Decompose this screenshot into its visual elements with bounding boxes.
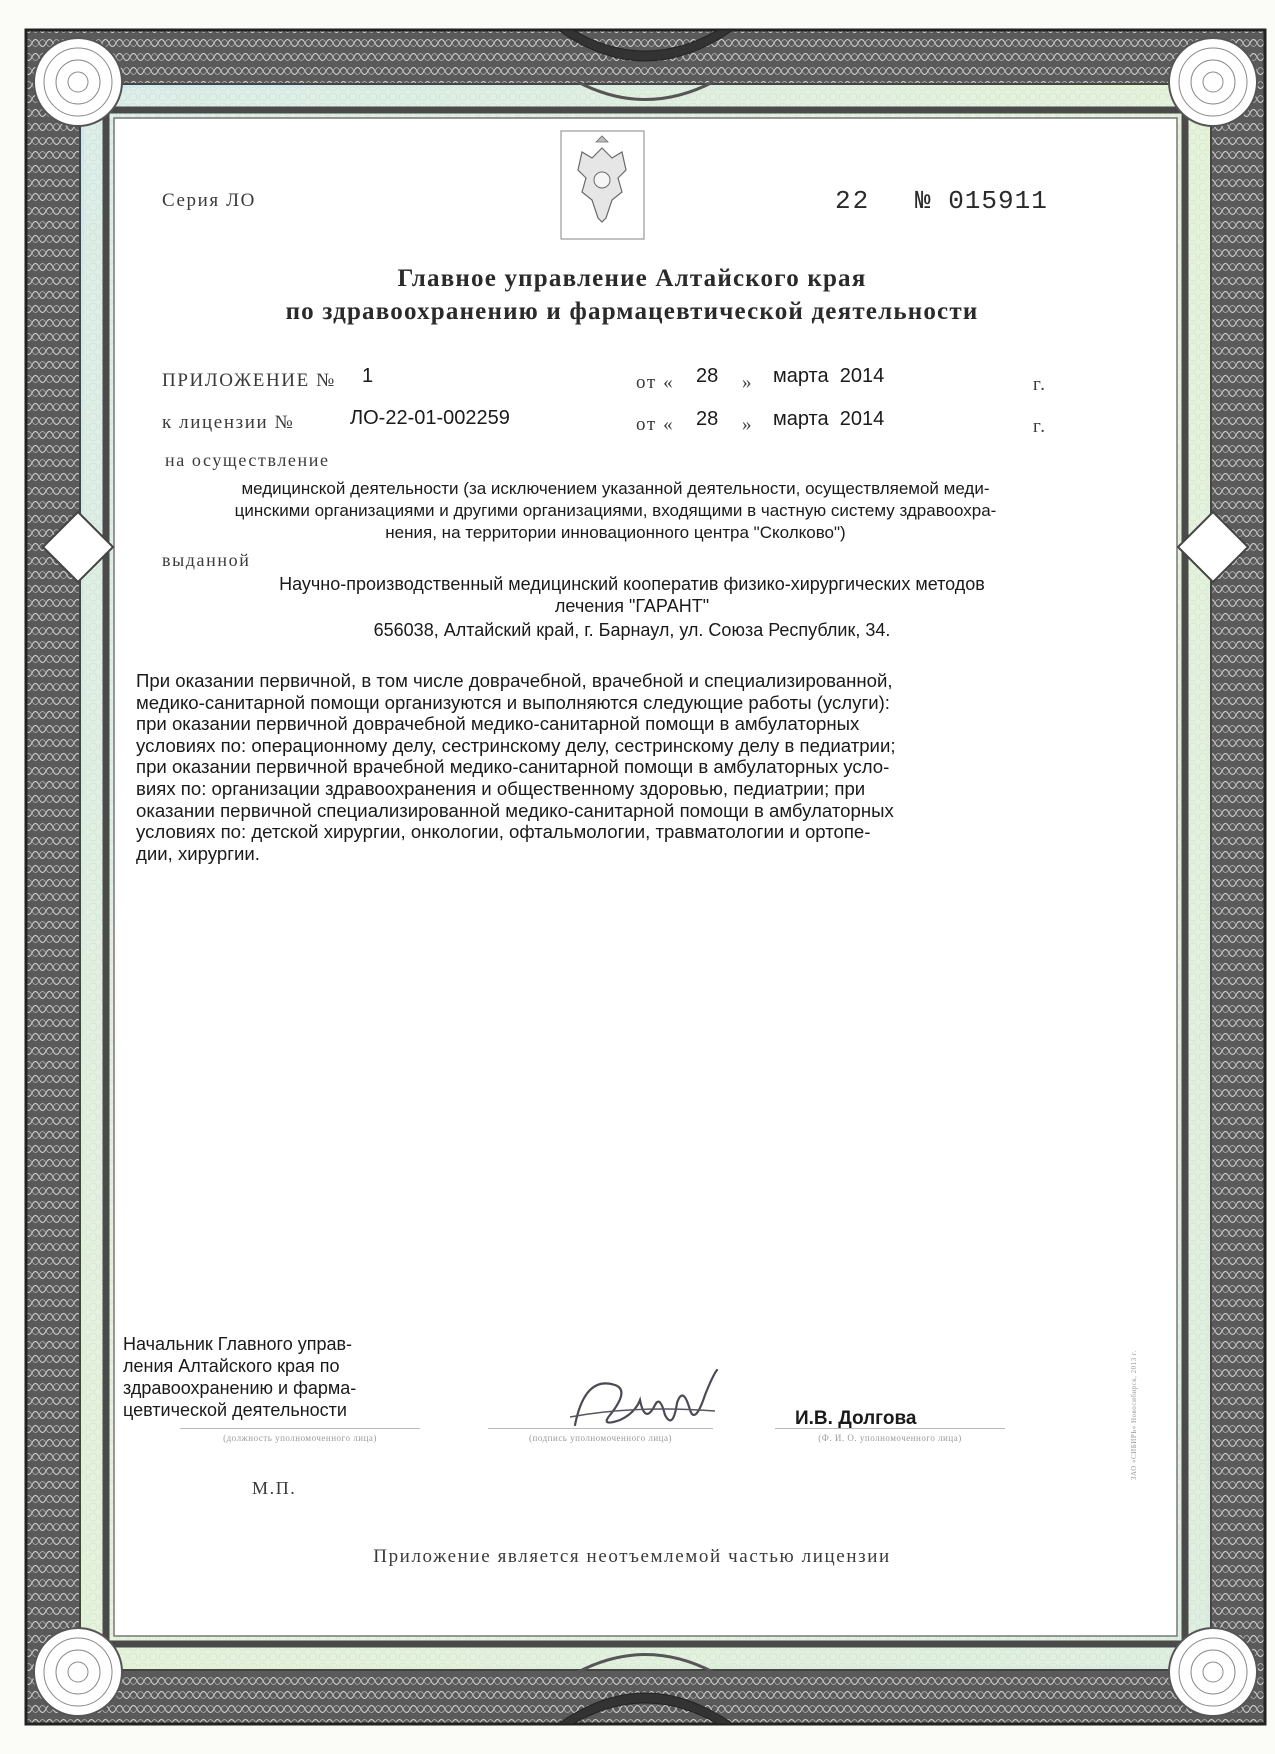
activity-label: на осуществление (165, 450, 330, 470)
appendix-year-suffix: г. (1033, 374, 1047, 395)
license-year-suffix: г. (1033, 416, 1047, 437)
organization-name (150, 573, 1114, 617)
position-line: здравоохранению и фарма- (123, 1378, 357, 1398)
authority-title-line2: по здравоохранению и фармацевтической деятельности (285, 298, 979, 325)
services-line: при оказании первичной врачебной медико-санитарной помощи в амбулаторных усло- (136, 756, 890, 778)
license-close-quote: » (742, 414, 754, 435)
license-day: 28 (696, 408, 719, 430)
organization-line: лечения "ГАРАНТ" (554, 596, 710, 616)
caption-signature: (подпись уполномоченного лица) (529, 1433, 672, 1443)
organization-address: 656038, Алтайский край, г. Барнаул, ул. Союза Республик, 34. (373, 620, 891, 640)
position-line: ления Алтайского края по (123, 1356, 340, 1376)
activity-line: медицинской деятельности (за исключением указанной деятельности, осуществляемой меди- (241, 479, 990, 498)
position-line: Начальник Главного управ- (123, 1334, 353, 1354)
license-number: ЛО-22-01-002259 (350, 407, 510, 429)
signatory-position (123, 1333, 423, 1421)
services-line: оказании первичной специализированной медико-санитарной помощи в амбулаторных (136, 799, 894, 821)
signatory-name: И.В. Долгова (795, 1408, 917, 1429)
stamp-place-label: М.П. (252, 1478, 297, 1498)
series-label: Серия ЛО (162, 190, 256, 211)
activity-text (148, 478, 1083, 544)
appendix-day: 28 (696, 365, 719, 387)
services-line: виях по: организации здравоохранения и общественному здоровью, педиатрии; при (136, 777, 866, 799)
license-label: к лицензии № (162, 412, 295, 433)
appendix-number: 1 (362, 365, 374, 387)
license-month-year: марта 2014 (773, 408, 885, 430)
issued-label: выданной (162, 550, 251, 570)
services-line: условиях по: операционному делу, сестринскому делу, сестринскому делу в педиатрии; (136, 734, 896, 756)
organization-line: Научно-производственный медицинский кооператив физико-хирургических методов (279, 574, 985, 594)
form-number: № 015911 (915, 186, 1048, 216)
printer-mark: ЗАО «СИБИРЬ» Новосибирск, 2013 г. (1130, 1350, 1138, 1480)
position-underline (180, 1428, 420, 1429)
position-line: цевтической деятельности (123, 1400, 347, 1420)
activity-line: нения, на территории инновационного центра "Сколково") (385, 523, 846, 542)
caption-name: (Ф. И. О. уполномоченного лица) (818, 1433, 962, 1443)
authority-title-line1: Главное управление Алтайского края (397, 265, 867, 292)
appendix-from-label: от « (636, 372, 675, 393)
services-line: условиях по: детской хирургии, онкологии, офтальмологии, травматологии и ортопе- (136, 821, 871, 843)
name-underline (775, 1428, 1005, 1429)
activity-line: цинскими организациями и другими организациями, входящими в частную систему здравоохра- (234, 501, 997, 520)
coat-of-arms-emblem (560, 130, 645, 240)
appendix-month-year: марта 2014 (773, 365, 885, 387)
region-code: 22 (835, 186, 871, 216)
services-line: дии, хирургии. (136, 842, 260, 864)
services-line: при оказании первичной доврачебной медико-санитарной помощи в амбулаторных (136, 713, 860, 735)
services-line: При оказании первичной, в том числе доврачебной, врачебной и специализированной, (136, 670, 893, 691)
license-from-label: от « (636, 414, 675, 435)
caption-position: (должность уполномоченного лица) (223, 1433, 377, 1443)
services-text (136, 670, 1076, 864)
services-line: медико-санитарной помощи организуются и выполняются следующие работы (услуги): (136, 691, 890, 713)
signature-underline (488, 1428, 713, 1429)
appendix-close-quote: » (742, 372, 754, 393)
appendix-label: ПРИЛОЖЕНИЕ № (162, 370, 336, 391)
footer-note: Приложение является неотъемлемой частью лицензии (373, 1546, 891, 1567)
